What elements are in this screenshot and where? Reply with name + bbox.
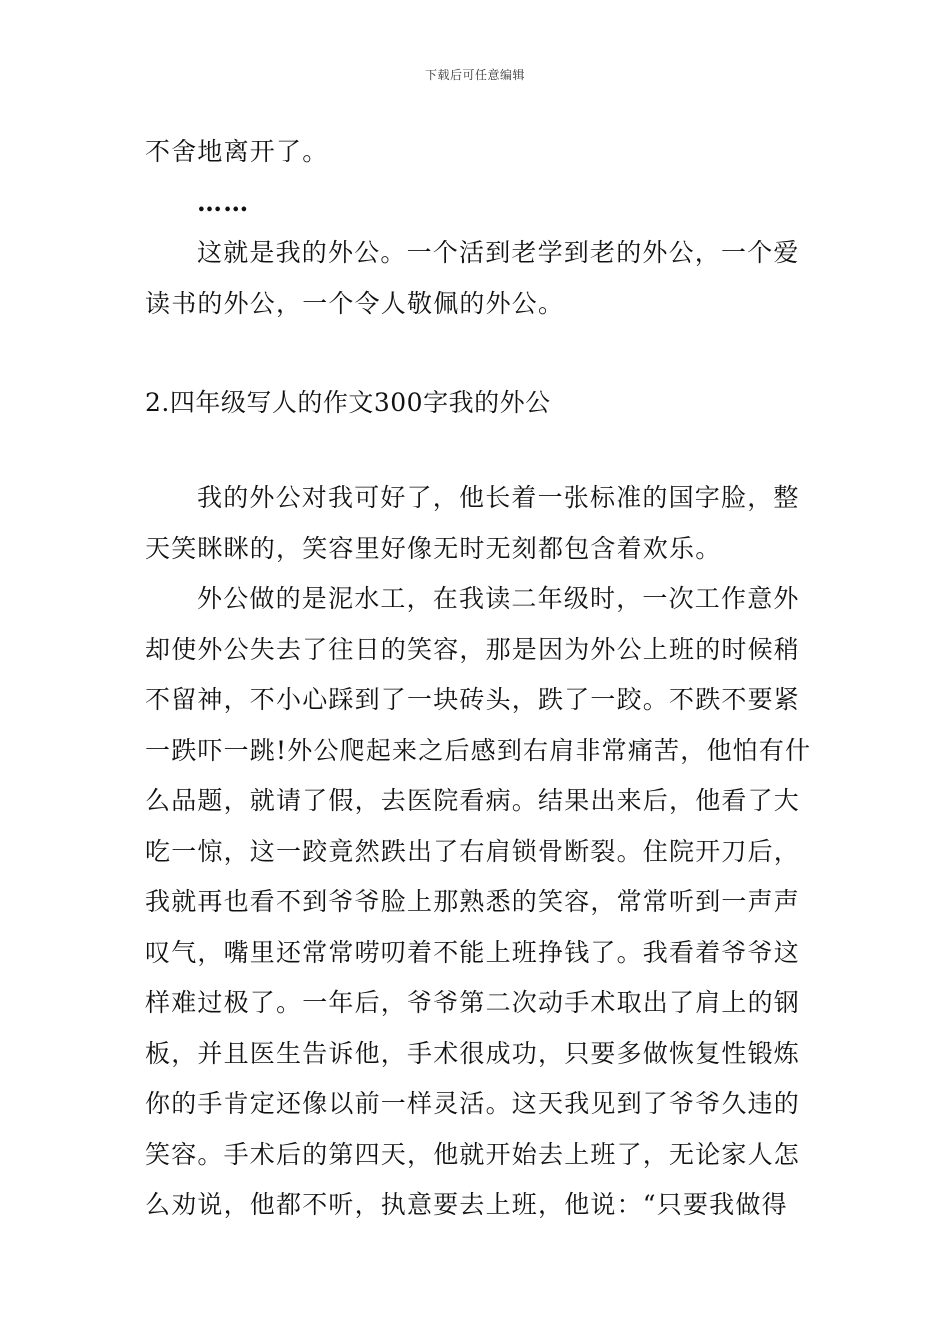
paragraph-line: 我的外公对我可好了，他长着一张标准的国字脸，整 bbox=[197, 483, 800, 512]
paragraph-line: 么品题，就请了假，去医院看病。结果出来后，他看了大 bbox=[145, 786, 801, 815]
paragraph-line: 我就再也看不到爷爷脸上那熟悉的笑容，常常听到一声声 bbox=[145, 887, 801, 916]
section2-text bbox=[145, 473, 810, 1231]
ellipsis-line: …… bbox=[197, 187, 250, 217]
paragraph-line: 这就是我的外公。一个活到老学到老的外公，一个爱 bbox=[197, 238, 800, 267]
section-heading: 2.四年级写人的作文300字我的外公 bbox=[145, 388, 551, 417]
paragraph-line: 叹气，嘴里还常常唠叨着不能上班挣钱了。我看着爷爷这 bbox=[145, 937, 801, 967]
paragraph-line: 却使外公失去了往日的笑容，那是因为外公上班的时候稍 bbox=[145, 634, 801, 664]
paragraph-line: 读书的外公，一个令人敬佩的外公。 bbox=[145, 288, 565, 318]
paragraph-line: 板，并且医生告诉他，手术很成功，只要多做恢复性锻炼 bbox=[145, 1038, 801, 1068]
paragraph-line: 天笑眯眯的，笑容里好像无时无刻都包含着欢乐。 bbox=[145, 533, 722, 563]
section1-text bbox=[145, 127, 810, 329]
paragraph-line: 么劝说，他都不听，执意要去上班，他说：“只要我做得 bbox=[145, 1190, 788, 1219]
paragraph-line: 样难过极了。一年后，爷爷第二次动手术取出了肩上的钢 bbox=[145, 988, 801, 1017]
paragraph-line: 你的手肯定还像以前一样灵活。这天我见到了爷爷久违的 bbox=[145, 1089, 801, 1118]
paragraph-line: 吃一惊，这一跤竟然跌出了右肩锁骨断裂。住院开刀后， bbox=[145, 836, 801, 866]
paragraph-line: 笑容。手术后的第四天，他就开始去上班了，无论家人怎 bbox=[145, 1139, 801, 1169]
paragraph-line: 不舍地离开了。 bbox=[145, 137, 329, 166]
paragraph-line: 一跌吓一跳!外公爬起来之后感到右肩非常痛苦，他怕有什 bbox=[145, 735, 812, 765]
paragraph-line: 不留神，不小心踩到了一块砖头，跌了一跤。不跌不要紧 bbox=[145, 685, 801, 714]
page-header: 下载后可任意编辑 bbox=[424, 68, 525, 82]
paragraph-line: 外公做的是泥水工，在我读二年级时，一次工作意外 bbox=[197, 584, 800, 613]
